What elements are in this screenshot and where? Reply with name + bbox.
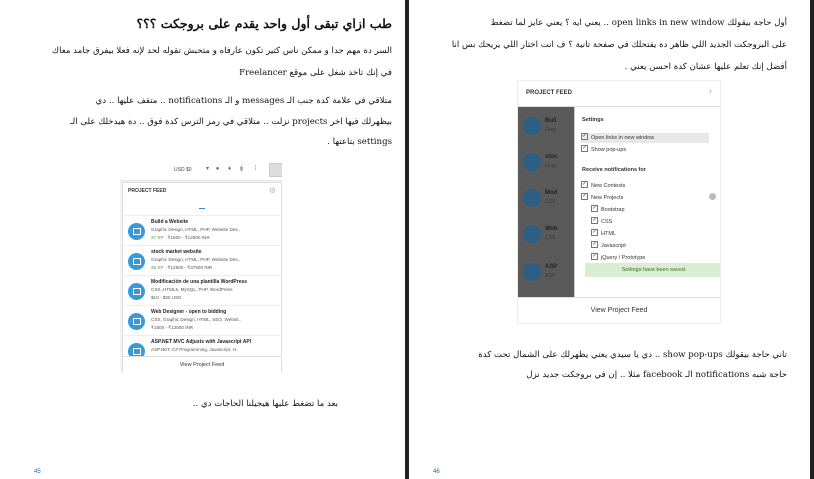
balance-label: USD $0: [174, 167, 192, 173]
project-title: stoc: [545, 154, 558, 160]
document-page-45: [0, 0, 405, 479]
option-label: Show pop-ups: [591, 147, 627, 153]
section-heading: طب ازاي تبقى أول واحد يقدم على بروجكت ؟؟؟: [136, 16, 392, 31]
chevron-right-icon[interactable]: ›: [708, 86, 712, 97]
paragraph-line: متلاقي في علامة كدة جنب الـ messages و الـ notifications .. متقف عليها .. دي: [95, 96, 392, 106]
skill-checkbox-html[interactable]: [591, 229, 616, 239]
list-item[interactable]: [123, 245, 281, 276]
project-title: ASP: [545, 264, 558, 270]
document-page-46: [409, 0, 810, 479]
list-item[interactable]: [123, 215, 281, 246]
check-icon: ✓: [582, 133, 587, 140]
paragraph-line: settings بتاعتها .: [327, 137, 392, 147]
project-title: Modificación de una plantilla WordPress: [151, 279, 248, 285]
project-skills: CSS: [545, 235, 556, 241]
project-skills: CSS: [545, 199, 556, 205]
view-project-feed-link[interactable]: View Project Feed: [123, 356, 281, 372]
monitor-icon: [523, 263, 541, 281]
monitor-icon: [128, 253, 145, 270]
panel-title: PROJECT FEED: [526, 90, 573, 96]
paragraph-line: تاني حاجة بيقولك show pop-ups .. دي يا سيدي يعني يظهرلك على الشمال تحت كدة: [478, 350, 787, 360]
apps-grid-icon[interactable]: ⁞: [254, 166, 257, 172]
skill-checkbox-css[interactable]: [591, 217, 612, 227]
paragraph-line: بعد ما تضغط عليها هيجيلنا الحاجات دي ..: [192, 399, 338, 409]
show-popups-checkbox[interactable]: [581, 145, 626, 155]
option-label: Javascript: [601, 243, 626, 249]
skill-checkbox-bootstrap[interactable]: [591, 205, 625, 215]
project-feed-icon[interactable]: ɸ: [239, 166, 244, 172]
check-icon: ✓: [582, 145, 587, 152]
freelancer-header-bar: [120, 160, 282, 181]
option-label: Bootstrap: [601, 207, 625, 213]
messages-icon[interactable]: ●: [215, 166, 220, 172]
list-item: [518, 217, 578, 253]
paragraph-line: حاجة شبه notifications الـ facebook مثلا .. إن في بروجكت جديد نزل: [526, 370, 787, 380]
page-edge: [810, 0, 814, 479]
paragraph-line: أول حاجة بيقولك open links in new window .. يعني ايه ؟ يعني عايز لما تضغط: [490, 18, 787, 28]
project-skills: Graphic Design, HTML, PHP, Website Des..: [151, 257, 241, 262]
settings-menu: [574, 107, 721, 297]
project-feed-screenshot: [120, 160, 282, 372]
project-price-line: 27 XP · ₹1500 - ₹12500 INR: [151, 235, 210, 240]
list-item: [518, 145, 578, 181]
option-label: HTML: [601, 231, 616, 237]
new-projects-checkbox[interactable]: [581, 193, 623, 203]
paragraph-line: على البروجكت الجديد اللي ظاهر دة يفتحلك في صفحة تانية ؟ ف انت اختار اللي يريحك بس انا: [451, 40, 787, 50]
xp-badge: 27 XP: [151, 235, 164, 240]
loading-indicator: [199, 208, 205, 209]
paragraph-line: بيظهرلك فيها اخر projects نزلت .. متلاقي في رمز الترس كدة فوق .. دة هيدخلك على الـ: [70, 117, 392, 127]
open-links-checkbox[interactable]: [581, 133, 709, 143]
gear-icon[interactable]: ⚙: [268, 186, 276, 195]
xp-badge: 35 XP: [151, 265, 164, 270]
list-item: [518, 181, 578, 217]
new-contests-checkbox[interactable]: [581, 181, 625, 191]
monitor-icon: [523, 153, 541, 171]
saved-toast: Settings have been saved.: [585, 263, 721, 277]
option-label: Open links in new window: [591, 135, 655, 141]
check-icon: ✓: [592, 253, 597, 260]
check-icon: ✓: [582, 181, 587, 188]
paragraph-line: في إنك تاخد شغل على موقع Freelancer: [239, 68, 392, 78]
monitor-icon: [128, 223, 145, 240]
monitor-icon: [523, 117, 541, 135]
monitor-icon: [128, 283, 145, 300]
option-label: New Contests: [591, 183, 626, 189]
option-label: New Projects: [591, 195, 624, 201]
panel-title: PROJECT FEED: [128, 188, 167, 194]
monitor-icon: [523, 225, 541, 243]
view-project-feed-link[interactable]: View Project Feed: [518, 297, 720, 324]
check-icon: ✓: [582, 193, 587, 200]
receive-heading: Receive notifications for: [582, 167, 646, 173]
project-skills: Grap: [545, 127, 557, 133]
list-item: [518, 255, 578, 291]
project-price: ₹1500 - ₹12500 INR: [151, 325, 194, 330]
list-item[interactable]: [123, 305, 281, 336]
check-icon: ✓: [592, 229, 597, 236]
project-title: Mod: [545, 190, 558, 196]
option-label: jQuery / Prototype: [601, 255, 646, 261]
project-title: stock market website: [151, 249, 202, 255]
project-price-line: 35 XP · ₹12500 - ₹37500 INR: [151, 265, 213, 270]
notifications-icon[interactable]: ♦: [227, 166, 232, 172]
project-skills: ASP: [545, 273, 556, 279]
project-skills: Grap: [545, 163, 557, 169]
project-title: Buil: [545, 118, 557, 124]
settings-heading: Settings: [582, 117, 604, 123]
project-price: ₹1500 - ₹12500 INR: [167, 235, 210, 240]
project-title: Build a Website: [151, 219, 189, 225]
monitor-icon: [128, 313, 145, 330]
paragraph-line: السر دة مهم جدا و ممكن ناس كتير تكون عارفاه و متحبش تقوله لحد لإنه فعلا بيفرق جامد معاك: [52, 46, 392, 56]
project-feed-panel: [122, 182, 282, 372]
list-item: [518, 109, 578, 145]
project-price: $10 - $30 USD: [151, 295, 182, 300]
project-skills: ASP.NET, C# Programming, Javascript, H..: [151, 347, 239, 352]
check-icon: ✓: [592, 205, 597, 212]
check-icon: ✓: [592, 241, 597, 248]
skill-checkbox-javascript[interactable]: [591, 241, 626, 251]
feed-settings-screenshot: [517, 80, 721, 324]
project-price: ₹12500 - ₹37500 INR: [167, 265, 213, 270]
chevron-down-icon[interactable]: ▾: [205, 166, 209, 172]
monitor-icon: [523, 189, 541, 207]
project-title: Web Designer - open to bidding: [151, 309, 227, 315]
page-number: 45: [34, 469, 41, 475]
project-skills: Graphic Design, HTML, PHP, Website Des..: [151, 227, 241, 232]
skill-checkbox-jquery[interactable]: [591, 253, 645, 263]
panel-header: [518, 81, 720, 107]
avatar[interactable]: [269, 163, 282, 177]
project-skills: CSS, HTML5, MySQL, PHP, WordPress: [151, 287, 233, 292]
project-title: ASP.NET MVC Adjusts with Javascript API: [151, 339, 252, 345]
page-number: 46: [433, 469, 440, 475]
check-icon: ✓: [592, 217, 597, 224]
project-title: Web: [545, 226, 558, 232]
list-item[interactable]: [123, 275, 281, 306]
paragraph-line: أفضل إنك تعلم عليها عشان كدة احسن يعني .: [624, 62, 787, 72]
expand-toggle-icon[interactable]: [709, 193, 716, 200]
option-label: CSS: [601, 219, 613, 225]
project-skills: CSS, Graphic Design, HTML, SEO, Websit..: [151, 317, 242, 322]
